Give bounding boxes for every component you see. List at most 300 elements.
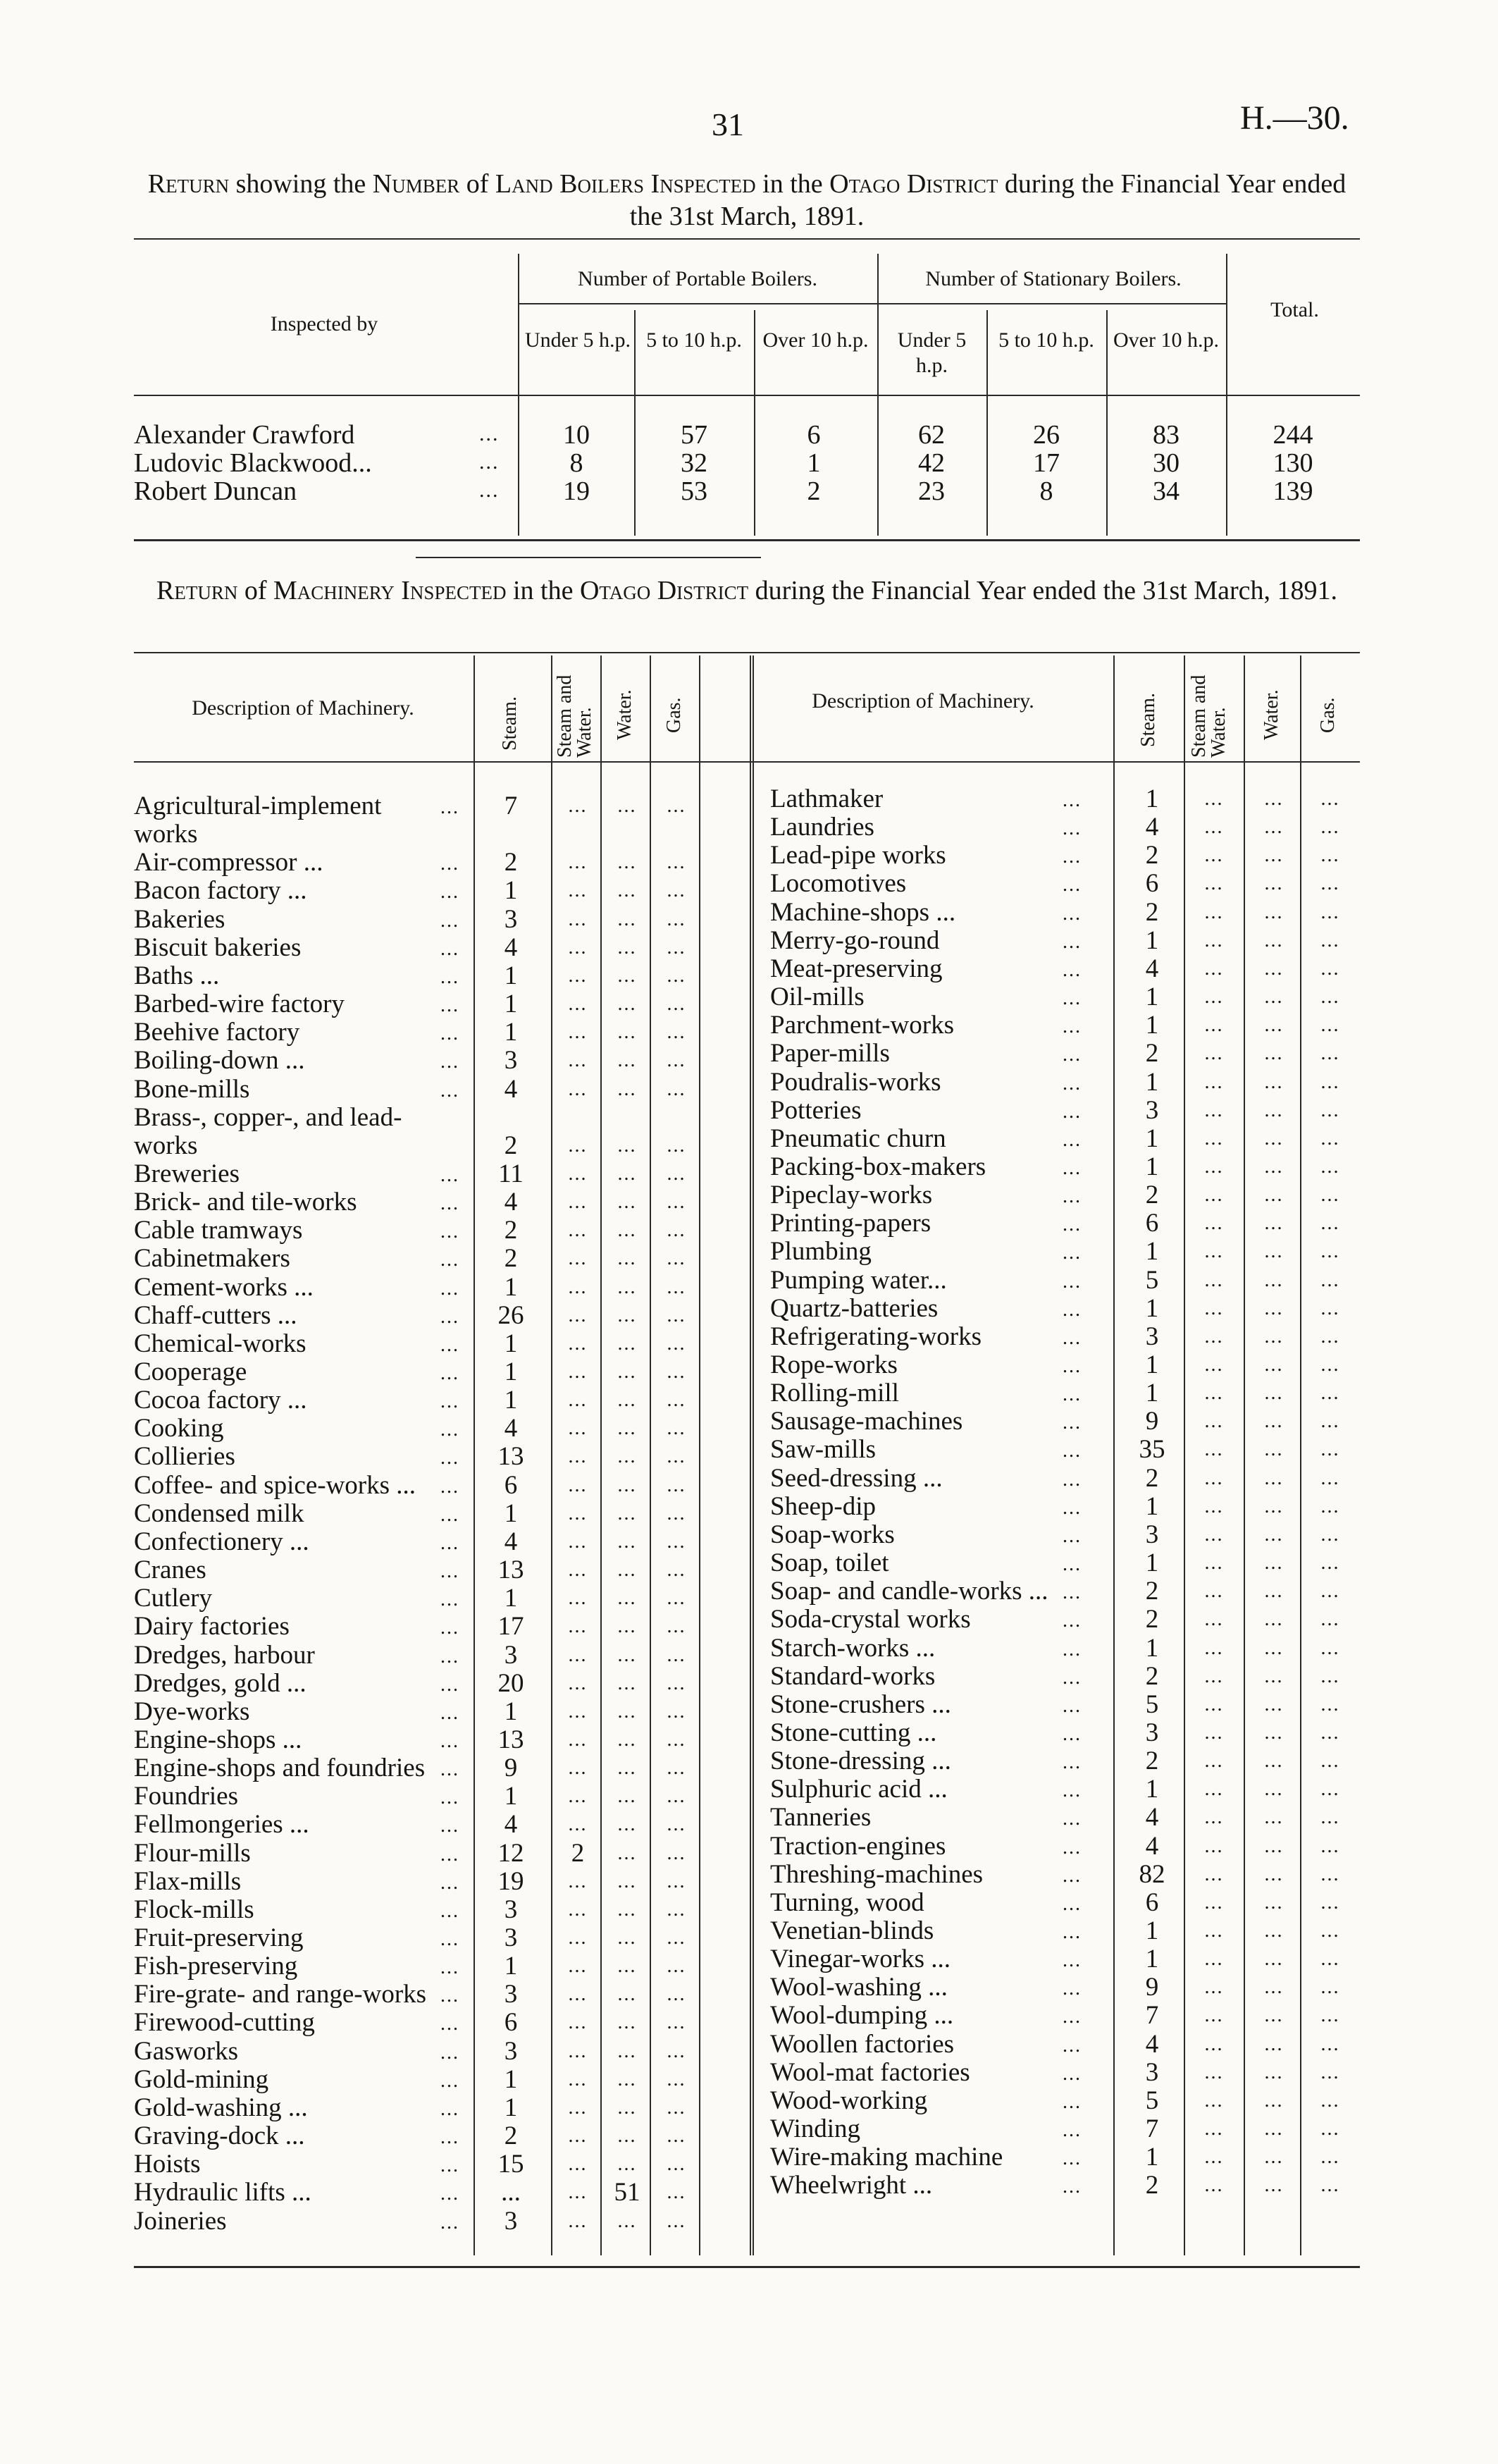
empty-cell: ... bbox=[667, 1785, 686, 1808]
machinery-description: Biscuit bakeries bbox=[134, 932, 302, 962]
machinery-description: Agricultural-implement bbox=[134, 791, 382, 820]
machinery-description: Hoists bbox=[134, 2150, 201, 2179]
table-row bbox=[134, 877, 754, 905]
leader-dots: ... bbox=[1063, 987, 1082, 1010]
table-row bbox=[134, 820, 754, 849]
header-steam: Steam. bbox=[499, 696, 521, 751]
empty-cell: ... bbox=[1264, 2033, 1284, 2055]
steam-count: 6 bbox=[1145, 1887, 1159, 1917]
empty-cell: ... bbox=[617, 880, 637, 902]
leader-dots: ... bbox=[440, 1957, 459, 1979]
empty-cell: ... bbox=[1320, 1863, 1340, 1885]
empty-cell: ... bbox=[1204, 1835, 1224, 1857]
empty-cell: ... bbox=[667, 1389, 686, 1412]
steam-count: 15 bbox=[497, 2150, 524, 2179]
leader-dots: ... bbox=[440, 1701, 459, 1724]
empty-cell: ... bbox=[667, 1304, 686, 1326]
leader-dots: ... bbox=[440, 1787, 459, 1809]
steam-count: 3 bbox=[504, 1980, 518, 2009]
table-row bbox=[134, 1415, 754, 1443]
empty-cell: ... bbox=[1204, 1920, 1224, 1942]
empty-cell: ... bbox=[1320, 2089, 1340, 2112]
table-row bbox=[134, 1358, 754, 1386]
empty-cell: ... bbox=[1264, 1382, 1284, 1405]
leader-dots: ... bbox=[440, 1305, 459, 1328]
empty-cell: ... bbox=[1320, 1042, 1340, 1065]
table-row bbox=[134, 1896, 754, 1924]
steam-count: 1 bbox=[1145, 1152, 1159, 1181]
empty-cell: ... bbox=[1320, 1693, 1340, 1715]
table-row bbox=[770, 1889, 1362, 1917]
empty-cell: ... bbox=[617, 964, 637, 987]
steam-count: 1 bbox=[1145, 1916, 1159, 1945]
table-row bbox=[134, 849, 754, 877]
machinery-description: Vinegar-works ... bbox=[770, 1945, 951, 1974]
boiler-count: 34 bbox=[1153, 476, 1180, 506]
empty-cell: ... bbox=[1264, 1325, 1284, 1348]
empty-cell: ... bbox=[617, 1813, 637, 1836]
empty-cell: ... bbox=[568, 1162, 588, 1185]
table-row bbox=[134, 1528, 754, 1556]
machinery-description: Cocoa factory ... bbox=[134, 1386, 307, 1415]
machinery-description: Refrigerating-works bbox=[770, 1322, 982, 1351]
empty-cell: ... bbox=[1264, 873, 1284, 895]
empty-cell: ... bbox=[568, 1276, 588, 1298]
empty-cell: ... bbox=[1320, 1410, 1340, 1433]
machinery-description: Flour-mills bbox=[134, 1838, 251, 1868]
empty-cell: ... bbox=[1320, 1495, 1340, 1517]
header-water: Water. bbox=[614, 689, 636, 740]
empty-cell: ... bbox=[1320, 1354, 1340, 1376]
empty-cell: ... bbox=[568, 1587, 588, 1610]
machinery-description: Baths ... bbox=[134, 961, 220, 990]
table-row bbox=[770, 955, 1362, 983]
empty-cell: ... bbox=[568, 1955, 588, 1978]
machinery-description: Collieries bbox=[134, 1442, 235, 1472]
empty-cell: ... bbox=[617, 2125, 637, 2148]
steam-count: 19 bbox=[497, 1866, 524, 1896]
table-row bbox=[770, 785, 1362, 813]
empty-cell: ... bbox=[1204, 1523, 1224, 1546]
empty-cell: ... bbox=[1264, 1467, 1284, 1489]
leader-dots: ... bbox=[440, 1079, 459, 1102]
empty-cell: ... bbox=[1320, 1071, 1340, 1093]
machinery-description: Laundries bbox=[770, 813, 874, 842]
empty-cell: ... bbox=[1320, 844, 1340, 867]
empty-cell: ... bbox=[1320, 1891, 1340, 1914]
empty-cell: ... bbox=[1264, 1637, 1284, 1659]
steam-count: 1 bbox=[1145, 1293, 1159, 1323]
leader-dots: ... bbox=[1063, 1384, 1082, 1406]
steam-count: 1 bbox=[504, 1498, 518, 1528]
table-row bbox=[770, 1493, 1362, 1521]
table-row bbox=[770, 1747, 1362, 1775]
empty-cell: ... bbox=[617, 1672, 637, 1694]
table-row bbox=[770, 1521, 1362, 1549]
steam-count: 1 bbox=[1145, 925, 1159, 955]
leader-dots: ... bbox=[440, 1221, 459, 1243]
leader-dots: ... bbox=[440, 1730, 459, 1752]
empty-cell: ... bbox=[1320, 2146, 1340, 2169]
empty-cell: ... bbox=[1204, 816, 1224, 839]
boiler-count: 53 bbox=[681, 476, 707, 506]
machinery-description: Fruit-preserving bbox=[134, 1923, 304, 1952]
table-row bbox=[770, 1804, 1362, 1832]
machinery-description: Fire-grate- and range-works bbox=[134, 1980, 427, 2009]
leader-dots: ... bbox=[440, 994, 459, 1017]
empty-cell: ... bbox=[1204, 2174, 1224, 2197]
machinery-description: Parchment-works bbox=[770, 1011, 954, 1040]
table-row bbox=[134, 792, 754, 820]
table-row bbox=[134, 1018, 754, 1047]
table-row bbox=[134, 1726, 754, 1754]
machinery-description: Cabinetmakers bbox=[134, 1244, 290, 1274]
table-row bbox=[770, 1945, 1362, 1973]
machinery-description: Condensed milk bbox=[134, 1498, 304, 1528]
empty-cell: ... bbox=[1204, 1184, 1224, 1207]
leader-dots: ... bbox=[440, 2126, 459, 2149]
empty-cell: ... bbox=[1264, 1099, 1284, 1121]
empty-cell: ... bbox=[667, 1049, 686, 1072]
empty-cell: ... bbox=[1204, 1750, 1224, 1773]
machinery-description: Seed-dressing ... bbox=[770, 1463, 943, 1493]
header-gas: Gas. bbox=[1317, 697, 1339, 733]
machinery-description: Wool-mat factories bbox=[770, 2057, 970, 2087]
empty-cell: ... bbox=[1264, 986, 1284, 1009]
leader-dots: ... bbox=[1063, 1978, 1082, 2000]
empty-cell: ... bbox=[667, 1644, 686, 1666]
empty-cell: ... bbox=[617, 2096, 637, 2119]
empty-cell: ... bbox=[667, 1842, 686, 1864]
empty-cell: ... bbox=[617, 1898, 637, 1921]
empty-cell: ... bbox=[1264, 1580, 1284, 1603]
table-row bbox=[134, 1924, 754, 1952]
empty-cell: ... bbox=[617, 1559, 637, 1582]
empty-cell: ... bbox=[1204, 1778, 1224, 1801]
leader-dots: ... bbox=[1063, 1157, 1082, 1179]
table-row bbox=[770, 1351, 1362, 1379]
empty-cell: ... bbox=[1204, 1665, 1224, 1687]
empty-cell: ... bbox=[1204, 1439, 1224, 1461]
machinery-description: Cooking bbox=[134, 1414, 224, 1443]
empty-cell: ... bbox=[1264, 929, 1284, 951]
leader-dots: ... bbox=[1063, 1524, 1082, 1547]
table-row bbox=[134, 1216, 754, 1245]
empty-cell: ... bbox=[667, 2040, 686, 2062]
empty-cell: ... bbox=[1204, 1212, 1224, 1235]
empty-cell: ... bbox=[1320, 1721, 1340, 1744]
leader-dots: ... bbox=[440, 1391, 459, 1413]
machinery-description: Confectionery ... bbox=[134, 1527, 309, 1556]
empty-cell: ... bbox=[1264, 1071, 1284, 1093]
empty-cell: ... bbox=[568, 1700, 588, 1723]
steam-count: 2 bbox=[1145, 841, 1159, 870]
steam-count: 4 bbox=[1145, 2029, 1159, 2059]
empty-cell: ... bbox=[1264, 1269, 1284, 1291]
header-steam-and-water: Steam and Water. bbox=[554, 674, 595, 758]
empty-cell: ... bbox=[1204, 1608, 1224, 1631]
empty-cell: ... bbox=[1320, 901, 1340, 923]
empty-cell: ... bbox=[568, 1332, 588, 1355]
empty-cell: ... bbox=[667, 2068, 686, 2090]
steam-count: 13 bbox=[497, 1556, 524, 1585]
leader-dots: ... bbox=[440, 1193, 459, 1215]
empty-cell: ... bbox=[1320, 1382, 1340, 1405]
empty-cell: ... bbox=[1264, 1014, 1284, 1037]
machinery-description: Cement-works ... bbox=[134, 1272, 314, 1302]
empty-cell: ... bbox=[667, 1615, 686, 1638]
empty-cell: ... bbox=[568, 1361, 588, 1383]
empty-cell: ... bbox=[617, 1615, 637, 1638]
table-row bbox=[134, 1472, 754, 1500]
table-row bbox=[770, 1238, 1362, 1266]
empty-cell: ... bbox=[1320, 1976, 1340, 1999]
header-water: Water. bbox=[1261, 689, 1282, 740]
table-row bbox=[770, 842, 1362, 870]
machinery-description: Woollen factories bbox=[770, 2029, 955, 2059]
leader-dots: ... bbox=[1063, 1553, 1082, 1576]
leader-dots: ... bbox=[440, 853, 459, 875]
leader-dots: ... bbox=[440, 1419, 459, 1441]
steam-count: 5 bbox=[1145, 2086, 1159, 2115]
empty-cell: ... bbox=[667, 1530, 686, 1553]
table-row bbox=[134, 1500, 754, 1528]
steam-count: 7 bbox=[1145, 2001, 1159, 2031]
empty-cell: ... bbox=[667, 908, 686, 930]
table-row bbox=[134, 906, 754, 934]
table-row bbox=[770, 1209, 1362, 1238]
machinery-description: Dairy factories bbox=[134, 1612, 290, 1641]
steam-count: 1 bbox=[1145, 784, 1159, 813]
leader-dots: ... bbox=[440, 1503, 459, 1526]
table-row bbox=[770, 1634, 1362, 1663]
leader-dots: ... bbox=[440, 1023, 459, 1045]
empty-cell: ... bbox=[1204, 1467, 1224, 1489]
machinery-description: Cable tramways bbox=[134, 1216, 303, 1245]
leader-dots: ... bbox=[1063, 959, 1082, 981]
empty-cell: ... bbox=[667, 1672, 686, 1694]
machinery-description: Rolling-mill bbox=[770, 1379, 899, 1408]
leader-dots: ... bbox=[1063, 1496, 1082, 1519]
empty-cell: ... bbox=[1320, 1439, 1340, 1461]
steam-count: 3 bbox=[504, 904, 518, 934]
empty-cell: ... bbox=[1264, 2061, 1284, 2083]
leader-dots: ... bbox=[440, 1871, 459, 1894]
steam-count: 4 bbox=[1145, 1803, 1159, 1832]
steam-count: 4 bbox=[504, 1188, 518, 1217]
steam-count: 13 bbox=[497, 1442, 524, 1472]
steam-count: 4 bbox=[504, 1527, 518, 1556]
empty-cell: ... bbox=[667, 2012, 686, 2034]
empty-cell: ... bbox=[1264, 1665, 1284, 1687]
machinery-description: Engine-shops ... bbox=[134, 1725, 302, 1754]
table-row bbox=[770, 1379, 1362, 1407]
empty-cell: ... bbox=[1204, 1099, 1224, 1121]
boiler-count: 139 bbox=[1273, 476, 1313, 506]
empty-cell: ... bbox=[1320, 929, 1340, 951]
empty-cell: ... bbox=[1264, 1920, 1284, 1942]
machinery-description: Sulphuric acid ... bbox=[770, 1775, 948, 1804]
leader-dots: ... bbox=[1063, 1808, 1082, 1830]
empty-cell: ... bbox=[568, 1248, 588, 1270]
table-row bbox=[770, 1407, 1362, 1436]
empty-cell: ... bbox=[617, 908, 637, 930]
empty-cell: ... bbox=[1204, 844, 1224, 867]
leader-dots: ... bbox=[440, 1164, 459, 1186]
steam-count: 1 bbox=[504, 990, 518, 1019]
empty-cell: ... bbox=[1320, 986, 1340, 1009]
machinery-description: Oil-mills bbox=[770, 982, 865, 1012]
empty-cell: ... bbox=[1264, 1354, 1284, 1376]
leader-dots: ... bbox=[1063, 1355, 1082, 1377]
sub-under-5hp: Under 5 h.p. bbox=[525, 328, 631, 352]
leader-dots: ... bbox=[1063, 1694, 1082, 1717]
steam-count: 3 bbox=[504, 2206, 518, 2236]
steam-count: 4 bbox=[1145, 954, 1159, 983]
empty-cell: ... bbox=[617, 1162, 637, 1185]
sub-5-to-10hp: 5 to 10 h.p. bbox=[998, 328, 1094, 352]
empty-cell: ... bbox=[1204, 2033, 1224, 2055]
empty-cell: ... bbox=[568, 2068, 588, 2090]
empty-cell: ... bbox=[667, 1248, 686, 1270]
machinery-description: Traction-engines bbox=[770, 1831, 946, 1861]
machinery-description: Gold-washing ... bbox=[134, 2093, 308, 2122]
steam_water-count: 2 bbox=[571, 1838, 585, 1868]
leader-dots: ... bbox=[440, 1758, 459, 1781]
empty-cell: ... bbox=[1204, 2118, 1224, 2140]
empty-cell: ... bbox=[1204, 929, 1224, 951]
leader-dots: ... bbox=[1063, 1270, 1082, 1293]
empty-cell: ... bbox=[617, 1870, 637, 1892]
leader-dots: ... bbox=[440, 1333, 459, 1356]
machinery-description: Rope-works bbox=[770, 1350, 898, 1379]
empty-cell: ... bbox=[667, 880, 686, 902]
empty-cell: ... bbox=[1320, 1806, 1340, 1829]
table-row bbox=[770, 1465, 1362, 1493]
inspector-name: Alexander Crawford bbox=[134, 420, 355, 450]
empty-cell: ... bbox=[617, 1417, 637, 1440]
steam-count: 1 bbox=[504, 1782, 518, 1811]
steam-count: 1 bbox=[504, 876, 518, 906]
table-row bbox=[770, 1097, 1362, 1125]
leader-dots: ... bbox=[1063, 1921, 1082, 1943]
leader-dots: ... bbox=[440, 1362, 459, 1384]
boiler-count: 244 bbox=[1273, 420, 1313, 450]
leader-dots: ... bbox=[440, 937, 459, 960]
empty-cell: ... bbox=[568, 851, 588, 874]
empty-cell: ... bbox=[617, 1644, 637, 1666]
empty-cell: ... bbox=[1204, 873, 1224, 895]
table-row bbox=[134, 1782, 754, 1811]
empty-cell: ... bbox=[1264, 1806, 1284, 1829]
table-row bbox=[770, 2087, 1362, 2115]
steam-count: 1 bbox=[504, 1018, 518, 1047]
empty-cell: ... bbox=[1264, 2118, 1284, 2140]
empty-cell: ... bbox=[1204, 1863, 1224, 1885]
table-row bbox=[770, 2143, 1362, 2172]
empty-cell: ... bbox=[667, 2125, 686, 2148]
boiler-count: 6 bbox=[807, 420, 821, 450]
empty-cell: ... bbox=[667, 851, 686, 874]
empty-cell: ... bbox=[1264, 957, 1284, 980]
leader-dots: ... bbox=[1063, 1666, 1082, 1689]
empty-cell: ... bbox=[1264, 1410, 1284, 1433]
empty-cell: ... bbox=[1264, 1976, 1284, 1999]
header-inspected-by: Inspected by bbox=[270, 312, 378, 335]
empty-cell: ... bbox=[1204, 1580, 1224, 1603]
machinery-description: Boiling-down ... bbox=[134, 1046, 305, 1076]
steam-count: 3 bbox=[504, 2036, 518, 2066]
empty-cell: ... bbox=[1204, 1721, 1224, 1744]
empty-cell: ... bbox=[1264, 1155, 1284, 1178]
leader-dots: ... bbox=[440, 1617, 459, 1639]
table-row bbox=[134, 1443, 754, 1471]
machinery-description: Dye-works bbox=[134, 1696, 250, 1726]
empty-cell: ... bbox=[1264, 1693, 1284, 1715]
header-gas: Gas. bbox=[663, 697, 685, 733]
leader-dots: ... bbox=[1063, 1072, 1082, 1095]
steam-count: 1 bbox=[504, 1272, 518, 1302]
header-stationary-boilers: Number of Stationary Boilers. bbox=[925, 267, 1182, 290]
machinery-description: Pumping water... bbox=[770, 1265, 947, 1295]
table-row bbox=[134, 962, 754, 990]
empty-cell: ... bbox=[1320, 1835, 1340, 1857]
empty-cell: ... bbox=[568, 1757, 588, 1780]
empty-cell: ... bbox=[1264, 1891, 1284, 1914]
machinery-description: Stone-cutting ... bbox=[770, 1718, 937, 1747]
steam-count: 1 bbox=[504, 961, 518, 990]
empty-cell: ... bbox=[667, 1502, 686, 1524]
machinery-description: Air-compressor ... bbox=[134, 848, 323, 877]
leader-dots: ... bbox=[440, 1277, 459, 1300]
empty-cell: ... bbox=[1264, 788, 1284, 810]
steam-count: 1 bbox=[1145, 1633, 1159, 1663]
empty-cell: ... bbox=[617, 795, 637, 817]
table-row bbox=[134, 990, 754, 1018]
empty-cell: ... bbox=[1320, 1184, 1340, 1207]
steam-count: 2 bbox=[1145, 1747, 1159, 1776]
empty-cell: ... bbox=[617, 1446, 637, 1468]
table-row bbox=[770, 813, 1362, 842]
empty-cell: ... bbox=[1204, 1155, 1224, 1178]
steam-count: 1 bbox=[1145, 1945, 1159, 1974]
empty-cell: ... bbox=[1264, 1863, 1284, 1885]
machinery-description: Potteries bbox=[770, 1095, 862, 1125]
leader-dots: ... bbox=[1063, 1892, 1082, 1915]
leader-dots: ... bbox=[1063, 1864, 1082, 1887]
empty-cell: ... bbox=[667, 1361, 686, 1383]
empty-cell: ... bbox=[667, 1728, 686, 1751]
empty-cell: ... bbox=[1320, 1467, 1340, 1489]
machinery-description: Breweries bbox=[134, 1159, 240, 1188]
empty-cell: ... bbox=[1320, 1523, 1340, 1546]
machinery-description: Merry-go-round bbox=[770, 925, 940, 955]
empty-cell: ... bbox=[667, 1983, 686, 2006]
empty-cell: ... bbox=[667, 2181, 686, 2204]
empty-cell: ... bbox=[1320, 2174, 1340, 2197]
empty-cell: ... bbox=[667, 1587, 686, 1610]
machinery-description: Starch-works ... bbox=[770, 1633, 936, 1663]
inspector-name: Ludovic Blackwood... bbox=[134, 448, 372, 478]
empty-cell: ... bbox=[568, 1389, 588, 1412]
table-row bbox=[134, 1952, 754, 1981]
boiler-count: 8 bbox=[1039, 476, 1053, 506]
leader-dots: ... bbox=[440, 1051, 459, 1073]
empty-cell: ... bbox=[1264, 1042, 1284, 1065]
empty-cell: ... bbox=[1264, 2146, 1284, 2169]
machinery-description: Threshing-machines bbox=[770, 1859, 984, 1889]
leader-dots: ... bbox=[440, 1249, 459, 1271]
